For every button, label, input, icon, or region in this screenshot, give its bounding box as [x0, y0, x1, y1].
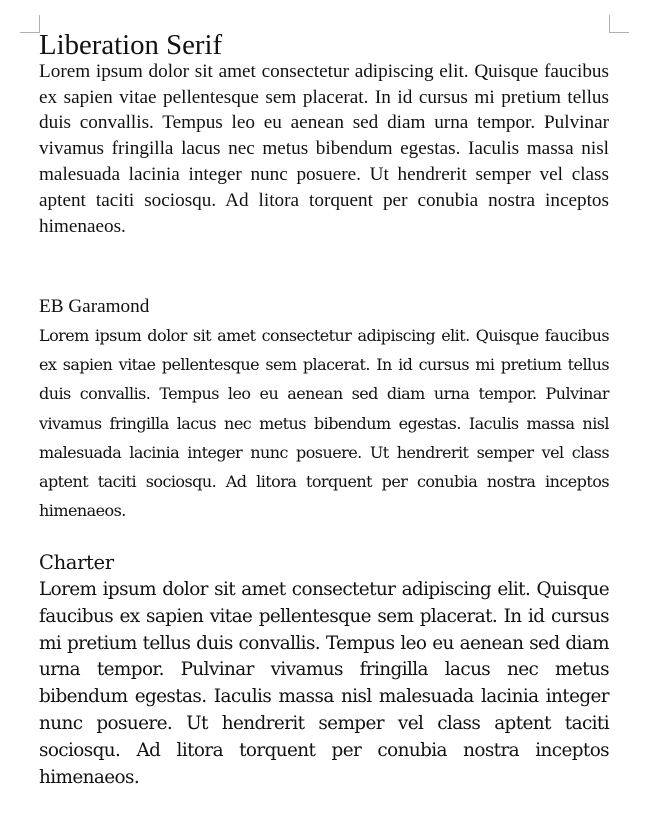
- section-paragraph[interactable]: Lorem ipsum dolor sit amet consectetur adipiscing elit. Quisque faucibus ex sapien vitae pellentesque sem placerat. In id cursus mi pretium tellus duis convallis. Tempus leo eu aenean sed diam urna tempor. Pulvinar vivamus fringilla lacus nec metus bibendum egestas. Iaculis massa nisl malesuada lacinia integer nunc posuere. Ut hendrerit semper vel class aptent taciti sociosqu. Ad litora torquent per conubia nostra inceptos himenaeos.: [39, 326, 609, 521]
- section-eb-garamond: [39, 292, 609, 525]
- section-heading: Charter: [39, 551, 114, 574]
- section-paragraph[interactable]: Lorem ipsum dolor sit amet consectetur adipiscing elit. Quisque faucibus ex sapien vitae pellentesque sem placerat. In id cursus mi pretium tellus duis convallis. Tempus leo eu aenean sed diam urna tempor. Pulvinar vivamus fringilla lacus nec metus bibendum egestas. Iaculis massa nisl malesuada lacinia integer nunc posuere. Ut hendrerit semper vel class aptent taciti sociosqu. Ad litora torquent per conubia nostra inceptos himenaeos.: [39, 579, 609, 788]
- top-left-margin-mark: [20, 15, 40, 33]
- section-charter: [39, 548, 609, 791]
- section-heading: EB Garamond: [39, 296, 150, 317]
- section-liberation-serif: [39, 29, 609, 239]
- section-paragraph[interactable]: Lorem ipsum dolor sit amet consectetur adipiscing elit. Quisque faucibus ex sapien vitae pellentesque sem placerat. In id cursus mi pretium tellus duis convallis. Tempus leo eu aenean sed diam urna tempor. Pulvinar vivamus fringilla lacus nec metus bibendum egestas. Iaculis massa nisl malesuada lacinia integer nunc posuere. Ut hendrerit semper vel class aptent taciti sociosqu. Ad litora torquent per conubia nostra inceptos himenaeos.: [39, 60, 609, 237]
- section-heading: Liberation Serif: [39, 29, 223, 61]
- top-right-margin-mark: [609, 15, 629, 33]
